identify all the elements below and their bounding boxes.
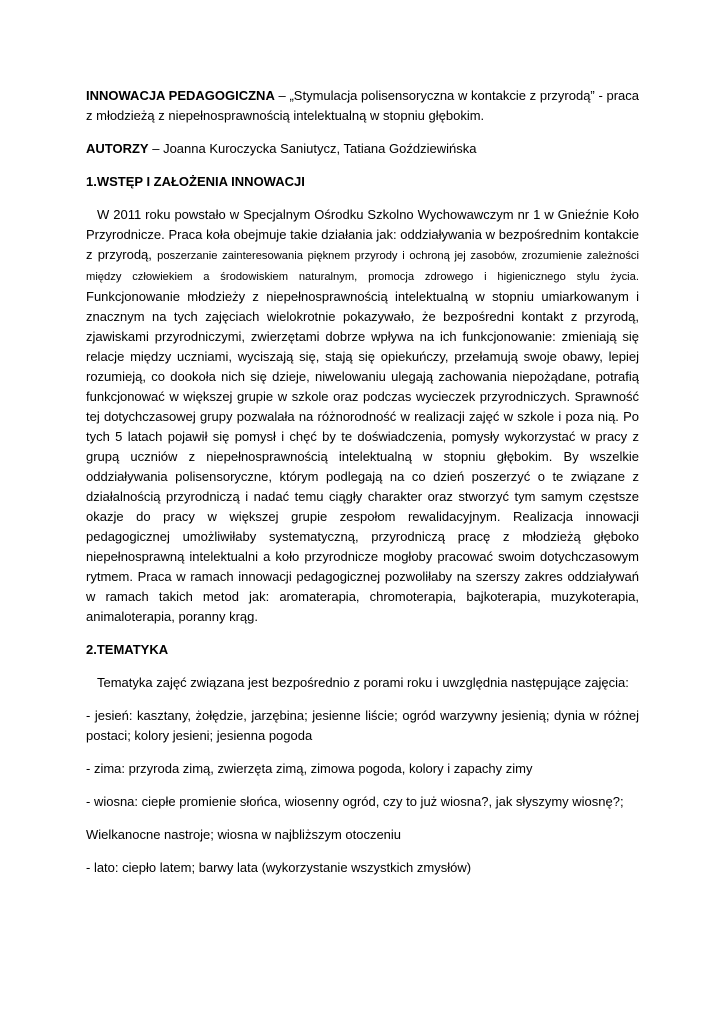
intro-paragraph — [86, 205, 639, 627]
section-heading-intro: 1.WSTĘP I ZAŁOŻENIA INNOWACJI — [86, 174, 305, 189]
topic-item-spring: - wiosna: ciepłe promienie słońca, wiosenny ogród, czy to już wiosna?, jak słyszymy wiosnę?; — [86, 794, 624, 809]
intro-text-part-2: poszerzanie zainteresowania pięknem przyrody i ochroną jej zasobów, zrozumienie zależności między człowiekiem a środowiskiem naturalnym, promocja zdrowego i higienicznego stylu życia. — [86, 250, 639, 283]
topic-item-summer: - lato: ciepło latem; barwy lata (wykorzystanie wszystkich zmysłów) — [86, 860, 472, 875]
section-heading-topics: 2.TEMATYKA — [86, 642, 169, 657]
intro-text-part-1: W 2011 roku powstało w Specjalnym Ośrodku Szkolno Wychowawczym nr 1 w Gnieźnie Koło Przyrodnicze. Praca koła obejmuje takie działania jak: oddziaływania w bezpośrednim kontakcie z przyrodą, — [86, 207, 639, 262]
title-label: INNOWACJA PEDAGOGICZNA — [86, 88, 275, 103]
topic-item-autumn: - jesień: kasztany, żołędzie, jarzębina; jesienne liście; ogród warzywny jesienią; dynia w różnej postaci; kolory jesieni; jesienna pogoda — [86, 708, 639, 743]
document-page — [86, 86, 639, 891]
authors-text: – Joanna Kuroczycka Saniutycz, Tatiana Goździewińska — [148, 141, 477, 156]
title-text: – „Stymulacja polisensoryczna w kontakcie z przyrodą” - praca z młodzieżą z niepełnosprawnością intelektualną w stopniu głębokim. — [86, 88, 639, 123]
topic-item-spring-cont: Wielkanocne nastroje; wiosna w najbliższym otoczeniu — [86, 827, 402, 842]
topic-item-winter: - zima: przyroda zimą, zwierzęta zimą, zimowa pogoda, kolory i zapachy zimy — [86, 761, 533, 776]
document-title — [86, 86, 639, 126]
authors-label: AUTORZY — [86, 141, 149, 156]
intro-text-part-3: Funkcjonowanie młodzieży z niepełnosprawnością intelektualną w stopniu umiarkowanym i znacznym na tych zajęciach wielokrotnie pokazywało, że bezpośredni kontakt z przyrodą, zjawiskami przyrodniczymi, zwierzętami dobrze wpływa na ich funkcjonowanie: zmieniają się relacje między uczniami, wyciszają się, stają się opiekuńczy, przełamują swoje obawy, lepiej rozumieją, co dookoła nich się dzieje, niwelowaniu ulegają zachowania niepożądane, potrafią funkcjonować w większej grupie w szkole oraz podczas wycieczek przyrodniczych. Sprawność tej dotychczasowej grupy pozwalała na różnorodność w realizacji zajęć w szkole i poza nią. Po tych 5 latach pojawił się pomysł i chęć by te doświadczenia, pomysły wykorzystać w pracy z grupą uczniów z niepełnosprawnością intelektualną w stopniu głębokim. By wszelkie oddziaływania polisensoryczne, którym podlegają na co dzień poszerzyć o te związane z działalnością przyrodniczą i nadać temu ciągły charakter oraz stworzyć tym samym częstsze okazje do pracy w większej grupie zespołom rewalidacyjnym. Realizacja innowacji pedagogicznej umożliwiłaby systematyczną, przyrodniczą pracę z młodzieżą głęboko niepełnosprawną intelektualni a koło przyrodnicze mogłoby pracować swoim dotychczasowym rytmem. Praca w ramach innowacji pedagogicznej pozwoliłaby na szerszy zakres oddziaływań w ramach takich metod jak: aromaterapia, chromoterapia, bajkoterapia, muzykoterapia, animaloterapia, poranny krąg. — [86, 289, 639, 624]
topics-intro: Tematyka zajęć związana jest bezpośrednio z porami roku i uwzględnia następujące zajęcia: — [97, 675, 629, 690]
authors-line — [86, 139, 639, 159]
